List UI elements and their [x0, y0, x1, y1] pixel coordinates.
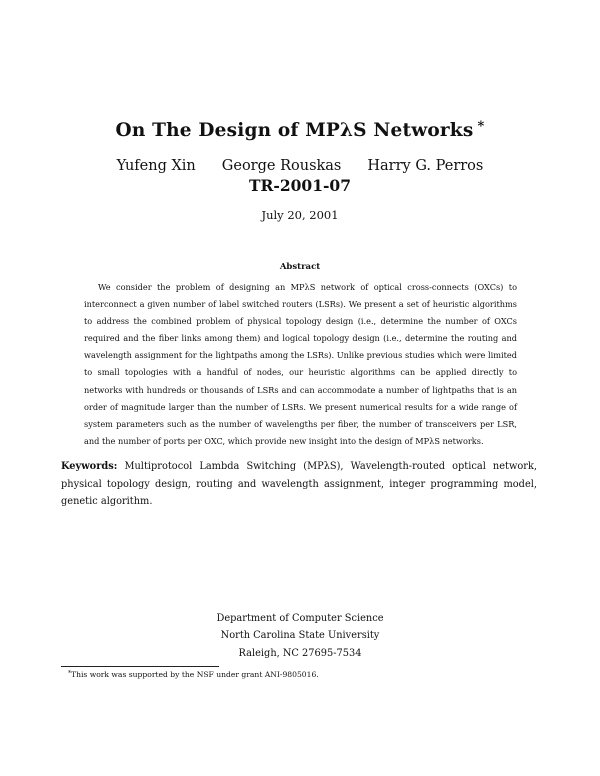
keywords-paragraph	[61, 458, 537, 511]
address: Raleigh, NC 27695-7534	[238, 647, 362, 659]
university: North Carolina State University	[220, 630, 380, 642]
department: Department of Computer Science	[216, 613, 384, 624]
footnote-marker: *	[68, 670, 71, 677]
keywords-text: Multiprotocol Lambda Switching (MPλS), Wavelength-routed optical network, physical topology design, routing and wavelength assignment, integer programming model, genetic algorithm.	[61, 461, 537, 507]
author-name: Yufeng Xin	[116, 158, 196, 174]
abstract-heading: Abstract	[279, 262, 321, 272]
title-text: On The Design of MPλS Networks	[115, 120, 474, 141]
publication-date: July 20, 2001	[261, 208, 339, 222]
footnote-text: This work was supported by the NSF under grant ANI-9805016.	[71, 670, 319, 679]
footnote-divider	[61, 666, 219, 667]
author-name: Harry G. Perros	[367, 158, 484, 174]
keywords-label: Keywords:	[61, 461, 118, 472]
author-name: George Rouskas	[221, 158, 342, 174]
report-number: TR-2001-07	[249, 176, 351, 195]
affiliation-block	[0, 610, 600, 662]
paper-title	[0, 120, 600, 141]
footnote	[68, 670, 319, 679]
title-footnote-marker: *	[477, 119, 485, 134]
author-list	[0, 158, 600, 174]
abstract-text: We consider the problem of designing an MPλS network of optical cross-connects (OXCs) to interconnect a given number of label switched routers (LSRs). We present a set of heuristic algorithms to address the combined problem of physical topology design (i.e., determine the number of OXCs required and the fiber links among them) and logical topology design (i.e., determine the routing and wavelength assignment for the lightpaths among the LSRs). Unlike previous studies which were limited to small topologies with a handful of nodes, our heuristic algorithms can be applied directly to networks with hundreds or thousands of LSRs and can accommodate a number of lightpaths that is an order of magnitude larger than the number of LSRs. We present numerical results for a wide range of system parameters such as the number of wavelengths per fiber, the number of transceivers per LSR, and the number of ports per OXC, which provide new insight into the design of MPλS networks.	[84, 282, 517, 446]
